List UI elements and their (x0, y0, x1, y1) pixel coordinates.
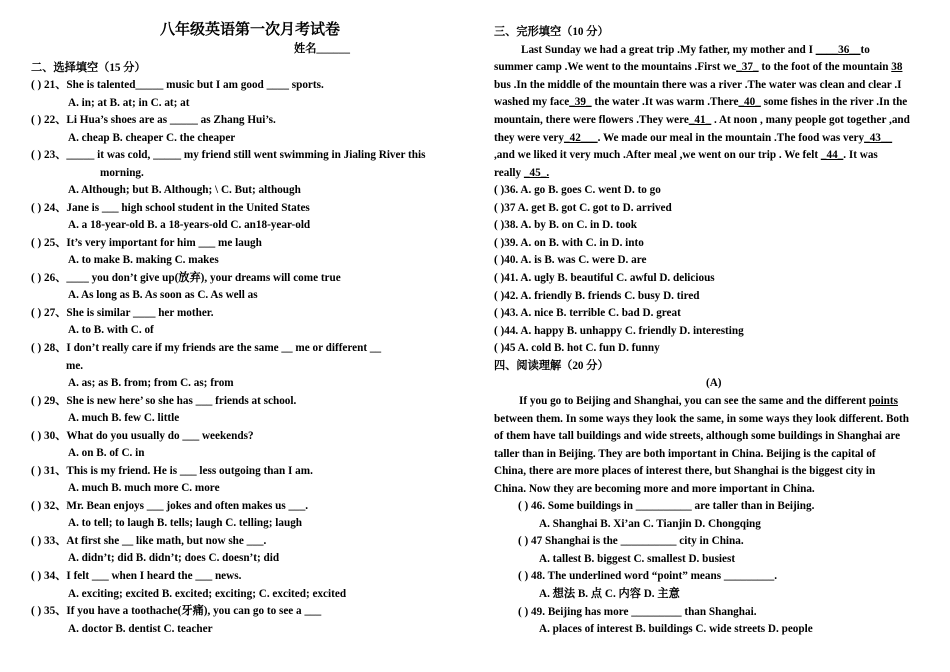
page-title: 八年级英语第一次月考试卷 (160, 22, 341, 38)
question-options: A. doctor B. dentist C. teacher (68, 623, 213, 635)
question-stem: ( ) 24、Jane is ___ high school student in the United States (31, 202, 310, 214)
question-options: A. to make B. making C. makes (68, 254, 219, 266)
blank-39: _39_ (569, 96, 592, 108)
passage-line: bus .In the middle of the mountain there was a river .The water was clean and clear .I (494, 79, 902, 91)
question-stem: ( ) 35、If you have a toothache(牙痛), you can go to see a ___ (31, 605, 322, 617)
underlined-word-points: points (868, 395, 898, 407)
question-stem: ( ) 34、I felt ___ when I heard the ___ news. (31, 570, 242, 582)
passage-line: taller than in Beijing. They are both important in China. Beijing is the capital of (494, 448, 876, 460)
question-stem: ( ) 26、____ you don’t give up(放弃), your dreams will come true (31, 272, 341, 284)
question-stem: ( ) 31、This is my friend. He is ___ less outgoing than I am. (31, 465, 313, 477)
question-options: A. on B. of C. in (68, 447, 145, 459)
name-field-label: 姓名______ (294, 43, 350, 55)
passage-line: If you go to Beijing and Shanghai, you can see the same and the different points (519, 395, 898, 407)
cloze-option-row: ( )40. A. is B. was C. were D. are (494, 254, 647, 266)
blank-45: _45_. (523, 167, 550, 179)
blank-37: _37_ (736, 61, 759, 73)
passage-line: washed my face_39_ the water .It was warm .There_40_ some fishes in the river .In the (494, 96, 908, 108)
passage-line: China. Now they are becoming more and more important in China. (494, 483, 815, 495)
question-stem: ( ) 32、Mr. Bean enjoys ___ jokes and often makes us ___. (31, 500, 309, 512)
passage-line: summer camp .We went to the mountains .First we_37_ to the foot of the mountain 38 (494, 61, 903, 73)
question-stem: ( ) 25、It’s very important for him ___ me laugh (31, 237, 262, 249)
cloze-option-row: ( )45 A. cold B. hot C. fun D. funny (494, 342, 660, 354)
question-stem: ( ) 27、She is similar ____ her mother. (31, 307, 214, 319)
cloze-option-row: ( )38. A. by B. on C. in D. took (494, 219, 637, 231)
cloze-option-row: ( )37 A. get B. got C. got to D. arrived (494, 202, 672, 214)
passage-line: really _45_. (494, 167, 550, 179)
passage-line: they were very_42___. We made our meal in the mountain .The food was very_43__ (494, 132, 893, 144)
question-stem: ( ) 33、At first she __ like math, but now she ___. (31, 535, 267, 547)
question-stem: ( ) 29、She is new here’ so she has ___ friends at school. (31, 395, 297, 407)
question-options: A. didn’t; did B. didn’t; does C. doesn’t; did (68, 552, 280, 564)
question-options: A. tallest B. biggest C. smallest D. busiest (539, 553, 736, 565)
blank-43: _43__ (864, 132, 893, 144)
cloze-option-row: ( )42. A. friendly B. friends C. busy D. tired (494, 290, 700, 302)
question-stem: ( ) 46. Some buildings in __________ are taller than in Beijing. (518, 500, 815, 512)
cloze-option-row: ( )43. A. nice B. terrible C. bad D. great (494, 307, 681, 319)
cloze-option-row: ( )44. A. happy B. unhappy C. friendly D. interesting (494, 325, 744, 337)
question-options: A. much B. much more C. more (68, 482, 220, 494)
question-stem: ( ) 47 Shanghai is the __________ city in China. (518, 535, 744, 547)
question-stem-continued: me. (66, 360, 84, 372)
passage-line: Last Sunday we had a great trip .My father, my mother and I ____36__to (521, 44, 870, 56)
blank-42: _42___ (564, 132, 598, 144)
question-stem: ( ) 21、She is talented_____ music but I am good ____ sports. (31, 79, 324, 91)
question-options: A. cheap B. cheaper C. the cheaper (68, 132, 236, 144)
blank-40: _40_ (738, 96, 761, 108)
blank-38: 38 (891, 61, 903, 73)
blank-44: _44_ (820, 149, 844, 161)
question-stem: ( ) 28、I don’t really care if my friends are the same __ me or different __ (31, 342, 382, 354)
question-options: A. places of interest B. buildings C. wide streets D. people (539, 623, 813, 635)
question-options: A. exciting; excited B. excited; exciting; C. excited; excited (68, 588, 347, 600)
question-stem: ( ) 23、_____ it was cold, _____ my friend still went swimming in Jialing River this (31, 149, 426, 161)
question-options: A. Although; but B. Although; \ C. But; although (68, 184, 301, 196)
question-options: A. 想法 B. 点 C. 内容 D. 主意 (539, 588, 680, 600)
question-stem: ( ) 49. Beijing has more _________ than Shanghai. (518, 606, 757, 618)
passage-line: between them. In some ways they look the same, in some ways they look different. Both (494, 413, 909, 425)
section-heading-multiple-choice: 二、选择填空（15 分） (31, 62, 146, 74)
question-options: A. much B. few C. little (68, 412, 180, 424)
question-stem: ( ) 48. The underlined word “point” means _________. (518, 570, 777, 582)
question-options: A. as; as B. from; from C. as; from (68, 377, 234, 389)
passage-line: China, there are more places of interest there, but Shanghai is the biggest city in (494, 465, 876, 477)
section-heading-cloze: 三、完形填空（10 分） (494, 26, 609, 38)
question-options: A. to tell; to laugh B. tells; laugh C. telling; laugh (68, 517, 303, 529)
question-options: A. As long as B. As soon as C. As well as (68, 289, 258, 301)
cloze-option-row: ( )36. A. go B. goes C. went D. to go (494, 184, 661, 196)
question-options: A. in; at B. at; in C. at; at (68, 97, 190, 109)
cloze-option-row: ( )41. A. ugly B. beautiful C. awful D. delicious (494, 272, 715, 284)
question-stem-continued: morning. (100, 167, 144, 179)
question-stem: ( ) 30、What do you usually do ___ weekends? (31, 430, 254, 442)
question-options: A. to B. with C. of (68, 324, 154, 336)
reading-part-label: (A) (706, 377, 722, 389)
question-options: A. Shanghai B. Xi’an C. Tianjin D. Chongqing (539, 518, 761, 530)
question-stem: ( ) 22、Li Hua’s shoes are as _____ as Zhang Hui’s. (31, 114, 276, 126)
passage-line: mountain, there were flowers .They were_41_ . At noon , many people got together ,and (494, 114, 910, 126)
cloze-option-row: ( )39. A. on B. with C. in D. into (494, 237, 644, 249)
passage-line: ,and we liked it very much .After meal ,we went on our trip . We felt _44_. It was (494, 149, 878, 161)
question-options: A. a 18-year-old B. a 18-years-old C. an18-year-old (68, 219, 311, 231)
passage-line: of them have tall buildings and wide streets, although some buildings in Shanghai are (494, 430, 901, 442)
section-heading-reading: 四、阅读理解（20 分） (494, 360, 609, 372)
blank-41: _41_ (688, 114, 712, 126)
blank-36: ____36__ (815, 44, 861, 56)
